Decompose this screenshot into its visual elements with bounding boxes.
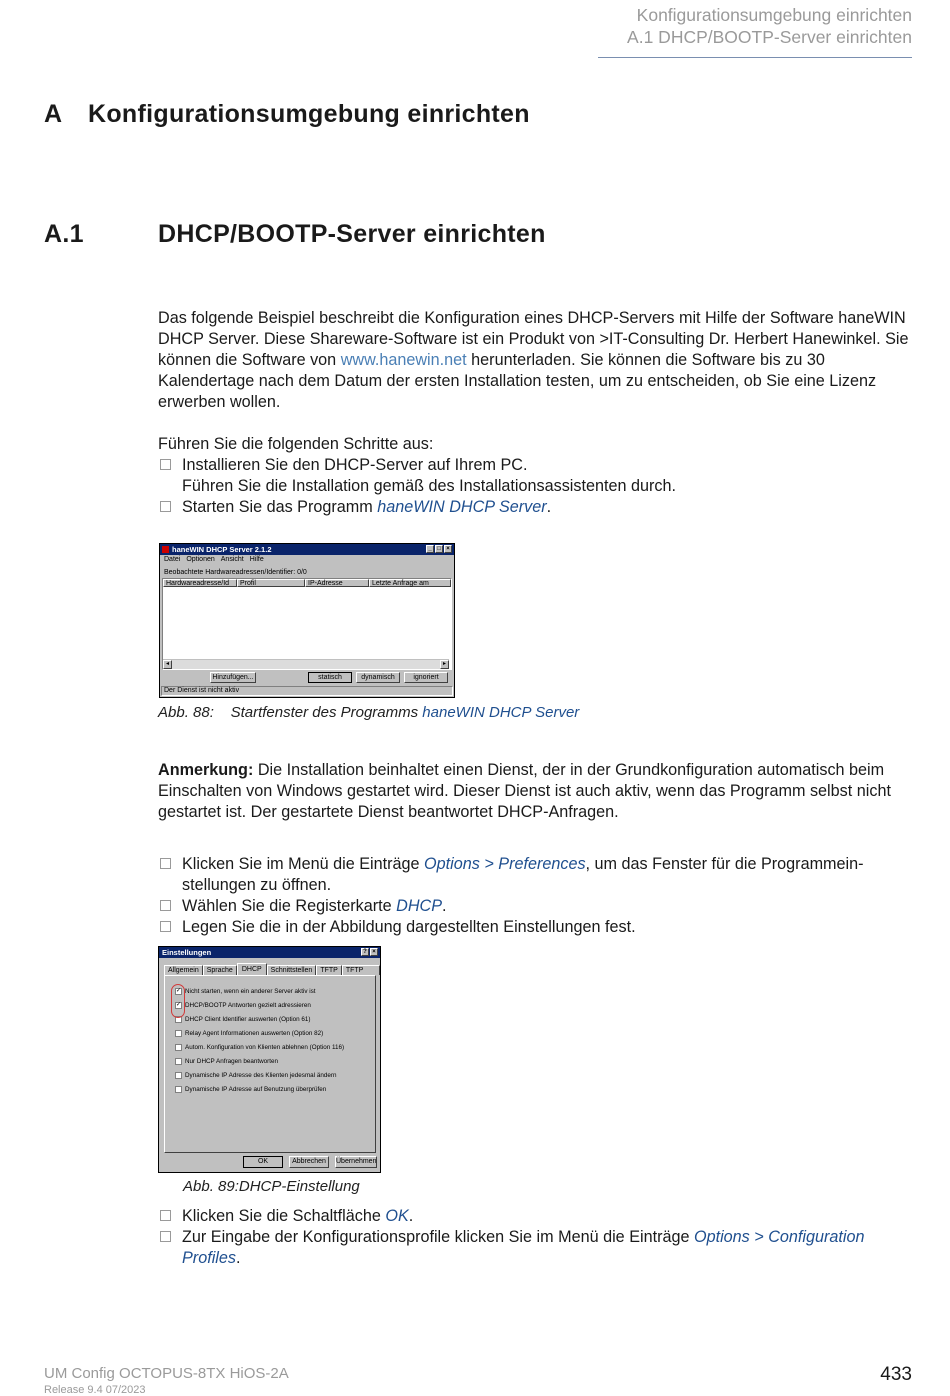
hanewin-link[interactable]: www.hanewin.net	[340, 351, 467, 369]
minimize-icon[interactable]: _	[426, 545, 434, 553]
header-rule	[598, 57, 912, 58]
note-label: Anmerkung:	[158, 761, 254, 779]
step-open-preferences	[158, 854, 912, 896]
dhcp-option-label: Dynamische IP Adresse des Klienten jedesmal ändern	[185, 1072, 337, 1079]
figure-88-program-name: haneWIN DHCP Server	[422, 704, 580, 721]
checkbox-icon[interactable]	[175, 1030, 182, 1037]
status-bar: Der Dienst ist nicht aktiv	[161, 686, 453, 696]
figure-88-text: Startfenster des Programms	[230, 704, 423, 721]
menu-optionen[interactable]: Optionen	[186, 556, 215, 563]
bullet-box	[160, 1231, 171, 1242]
program-name-link: haneWIN DHCP Server	[377, 498, 547, 516]
app-icon	[162, 546, 169, 553]
menu-path-preferences: Options > Preferences	[424, 855, 586, 873]
bullet-box	[160, 900, 171, 911]
tab-name-dhcp: DHCP	[396, 897, 443, 915]
dhcp-option-label: Nicht starten, wenn ein anderer Server aktiv ist	[185, 988, 316, 995]
steps-block-1	[158, 434, 912, 518]
dhcp-option-label: DHCP/BOOTP Antworten gezielt adressieren	[185, 1002, 311, 1009]
window-title-bar	[160, 544, 454, 555]
dhcp-option-label: Dynamische IP Adresse auf Benutzung überprüfen	[185, 1086, 327, 1093]
ignore-button[interactable]: ignoriert	[404, 672, 448, 683]
help-icon[interactable]: ?	[361, 948, 369, 956]
intro-text-1: Das folgende Beispiel beschreibt die Konfiguration eines DHCP-Servers mit Hilfe der Software haneWIN DHCP Server. Diese Shareware-Software ist ein Produkt von >IT-Consulting Dr. Herbert Hanewinkel. Sie können die Software von	[158, 309, 909, 369]
section-heading	[44, 220, 546, 249]
checkbox-icon[interactable]	[175, 1086, 182, 1093]
button-name-ok: OK	[385, 1207, 409, 1225]
dhcp-option-label: Nur DHCP Anfragen beantworten	[185, 1058, 278, 1065]
note-paragraph	[158, 760, 912, 823]
intro-text-2: herunterladen. Sie können die Software bis zu 30 Kalendertage nach dem Datum der ersten Installation testen, um zu entscheiden, ob Sie eine Lizenz erwerben wollen.	[158, 351, 877, 411]
figure-88-label: Abb. 88:	[158, 704, 214, 721]
ok-button[interactable]: OK	[243, 1156, 283, 1168]
dhcp-option-label: Autom. Konfiguration von Klienten ablehnen (Option 116)	[185, 1044, 345, 1051]
dialog-title: Einstellungen	[162, 948, 212, 957]
address-list[interactable]	[162, 578, 452, 670]
tab-tftp-optionen[interactable]: TFTP	[342, 965, 380, 975]
steps-intro: Führen Sie die folgenden Schritte aus:	[158, 435, 434, 453]
step-select-tab	[158, 896, 912, 917]
checkbox-icon[interactable]	[175, 1072, 182, 1079]
bullet-box	[160, 921, 171, 932]
step3-text-b: , um das Fenster für die Programmeinstellungen zu öffnen.	[182, 855, 864, 894]
bullet-box	[160, 1210, 171, 1221]
scroll-right-icon[interactable]: ▸	[440, 660, 449, 669]
close-icon[interactable]: ×	[444, 545, 452, 553]
dialog-title-bar	[159, 947, 380, 958]
col-last-request[interactable]: Letzte Anfrage am	[369, 579, 451, 587]
observed-count: Beobachtete Hardwareadressen/Identifier: 0/0	[164, 569, 307, 576]
col-profil[interactable]: Profil	[237, 579, 305, 587]
dynamic-button[interactable]: dynamisch	[356, 672, 400, 683]
footer-release: Release 9.4 07/2023	[44, 1384, 146, 1396]
running-header-section: A.1 DHCP/BOOTP-Server einrichten	[627, 27, 912, 47]
tab-tftp[interactable]: TFTP	[316, 965, 342, 975]
bullet-box	[160, 459, 171, 470]
section-number: A.1	[44, 220, 84, 248]
checkbox-icon[interactable]	[175, 1058, 182, 1065]
menu-ansicht[interactable]: Ansicht	[220, 556, 244, 563]
step-install	[158, 455, 912, 497]
footer-manual: UM Config OCTOPUS-8TX HiOS-2A	[44, 1365, 289, 1382]
checkbox-checked-icon[interactable]: ✓	[176, 1002, 182, 1008]
dhcp-option-label: DHCP Client Identifier auswerten (Option 61)	[185, 1016, 311, 1023]
figure-88-caption	[158, 704, 579, 721]
section-title: DHCP/BOOTP-Server einrichten	[158, 220, 546, 248]
add-button[interactable]: Hinzufügen...	[210, 672, 256, 683]
bullet-box	[160, 501, 171, 512]
cancel-button[interactable]: Abbrechen	[289, 1156, 329, 1168]
maximize-icon[interactable]: □	[435, 545, 443, 553]
step7-text-a: Zur Eingabe der Konfigurationsprofile klicken Sie im Menü die Einträge	[182, 1228, 694, 1246]
window-title: haneWIN DHCP Server 2.1.2	[172, 545, 272, 554]
note-text: Die Installation beinhaltet einen Dienst, der in der Grundkonfiguration automatisch beim Einschalten von Windows gestartet wird. Dieser Dienst ist auch aktiv, wenn das Programm selbst nicht gestartet ist. Der gestartete Dienst beantwortet DHCP-Anfragen.	[158, 761, 891, 821]
dhcp-tab-panel	[164, 975, 376, 1153]
steps-block-3	[158, 1206, 912, 1269]
menu-path-config-profiles: Options > Configuration Profiles	[182, 1228, 865, 1267]
settings-dialog-screenshot	[158, 946, 381, 1173]
checkbox-checked-icon[interactable]: ✓	[176, 988, 182, 994]
highlight-marker	[171, 984, 185, 1018]
col-hardware[interactable]: Hardwareadresse/Id	[163, 579, 237, 587]
step6-text-b: .	[408, 1207, 414, 1225]
menu-datei[interactable]: Datei	[164, 556, 181, 563]
apply-button[interactable]: Übernehmen	[335, 1156, 377, 1168]
close-icon[interactable]: ×	[370, 948, 378, 956]
chapter-number: A	[44, 100, 63, 128]
step-install-line2: Führen Sie die Installation gemäß des Installationsassistenten durch.	[182, 477, 676, 495]
horizontal-scrollbar[interactable]	[163, 659, 449, 669]
step-install-line1: Installieren Sie den DHCP-Server auf Ihrem PC.	[182, 456, 528, 474]
scroll-left-icon[interactable]: ◂	[163, 660, 172, 669]
figure-89-caption: Abb. 89:DHCP-Einstellung	[183, 1178, 360, 1195]
step6-text-a: Klicken Sie die Schaltfläche	[182, 1207, 386, 1225]
step7-text-b: .	[235, 1249, 241, 1267]
chapter-heading	[44, 100, 530, 129]
step-start-text: Starten Sie das Programm	[182, 498, 378, 516]
menu-bar	[160, 555, 454, 565]
menu-hilfe[interactable]: Hilfe	[249, 556, 264, 563]
static-button[interactable]: statisch	[308, 672, 352, 683]
dhcp-option-label: Relay Agent Informationen auswerten (Option 82)	[185, 1030, 324, 1037]
step4-text-a: Wählen Sie die Registerkarte	[182, 897, 397, 915]
steps-block-2	[158, 854, 912, 938]
step-click-ok	[158, 1206, 912, 1227]
chapter-title: Konfigurationsumgebung einrichten	[88, 100, 530, 128]
tab-strip	[164, 963, 380, 975]
bullet-box	[160, 858, 171, 869]
tab-sprache[interactable]: Sprache	[203, 965, 237, 975]
step-start	[158, 497, 912, 518]
tab-schnittstellen[interactable]: Schnittstellen	[267, 965, 317, 975]
step-config-profiles	[158, 1227, 912, 1269]
tab-allgemein[interactable]: Allgemein	[164, 965, 203, 975]
running-header-chapter: Konfigurationsumgebung einrichten	[636, 5, 912, 25]
step-set-options	[158, 917, 912, 938]
step4-text-b: .	[442, 897, 447, 915]
col-ip[interactable]: IP-Adresse	[305, 579, 369, 587]
page-number: 433	[880, 1364, 912, 1385]
step3-text-a: Klicken Sie im Menü die Einträge	[182, 855, 425, 873]
tab-dhcp[interactable]: DHCP	[237, 963, 267, 975]
checkbox-icon[interactable]	[175, 1044, 182, 1051]
step-start-end: .	[546, 498, 552, 516]
step5-text: Legen Sie die in der Abbildung dargestellten Einstellungen fest.	[182, 918, 636, 936]
intro-paragraph	[158, 308, 912, 413]
list-header	[163, 579, 451, 587]
hanewin-window-screenshot	[159, 543, 455, 698]
